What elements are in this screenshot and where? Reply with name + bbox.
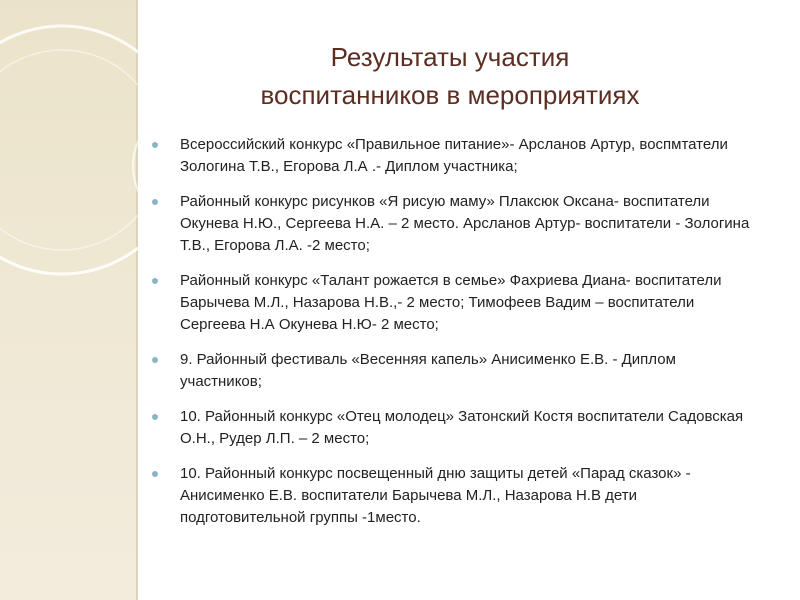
- bullet-icon: [152, 142, 158, 148]
- list-item-text: 10. Районный конкурс «Отец молодец» Затонский Костя воспитатели Садовская О.Н., Рудер Л.П. – 2 место;: [180, 408, 744, 447]
- list-item-text: 9. Районный фестиваль «Весенняя капель» Анисименко Е.В. - Диплом участников;: [180, 351, 676, 390]
- bullet-icon: [152, 357, 158, 363]
- title-line-2: воспитанников в мероприятиях: [260, 80, 640, 110]
- results-list: [152, 134, 752, 542]
- list-item-text: Районный конкурс рисунков «Я рисую маму» Плаксюк Оксана- воспитатели Окунева Н.Ю., Сергеева Н.А. – 2 место. Арсланов Артур- воспитатели - Зологина Т.В., Егорова Л.А. -2 место;: [180, 193, 750, 254]
- list-item-text: Районный конкурс «Талант рожается в семье» Фахриева Диана- воспитатели Барычева М.Л., Назарова Н.В.,- 2 место; Тимофеев Вадим – воспитатели Сергеева Н.А Окунева Н.Ю- 2 место;: [180, 272, 722, 333]
- list-item-text: 10. Районный конкурс посвещенный дню защиты детей «Парад сказок» - Анисименко Е.В. воспитатели Барычева М.Л., Назарова Н.В дети подготовительной группы -1место.: [180, 465, 691, 526]
- band-divider: [136, 0, 138, 600]
- decorative-side-band: [0, 0, 136, 600]
- page-title: [150, 38, 750, 114]
- list-item: [152, 463, 752, 529]
- list-item: [152, 349, 752, 393]
- list-item: [152, 134, 752, 178]
- bullet-icon: [152, 278, 158, 284]
- list-item: [152, 406, 752, 450]
- list-item: [152, 191, 752, 257]
- list-item-text: Всероссийский конкурс «Правильное питание»- Арсланов Артур, воспмтатели Зологина Т.В., Егорова Л.А .- Диплом участника;: [180, 136, 728, 175]
- list-item: [152, 270, 752, 336]
- bullet-icon: [152, 471, 158, 477]
- bullet-icon: [152, 199, 158, 205]
- bullet-icon: [152, 414, 158, 420]
- title-line-1: Результаты участия: [330, 42, 570, 72]
